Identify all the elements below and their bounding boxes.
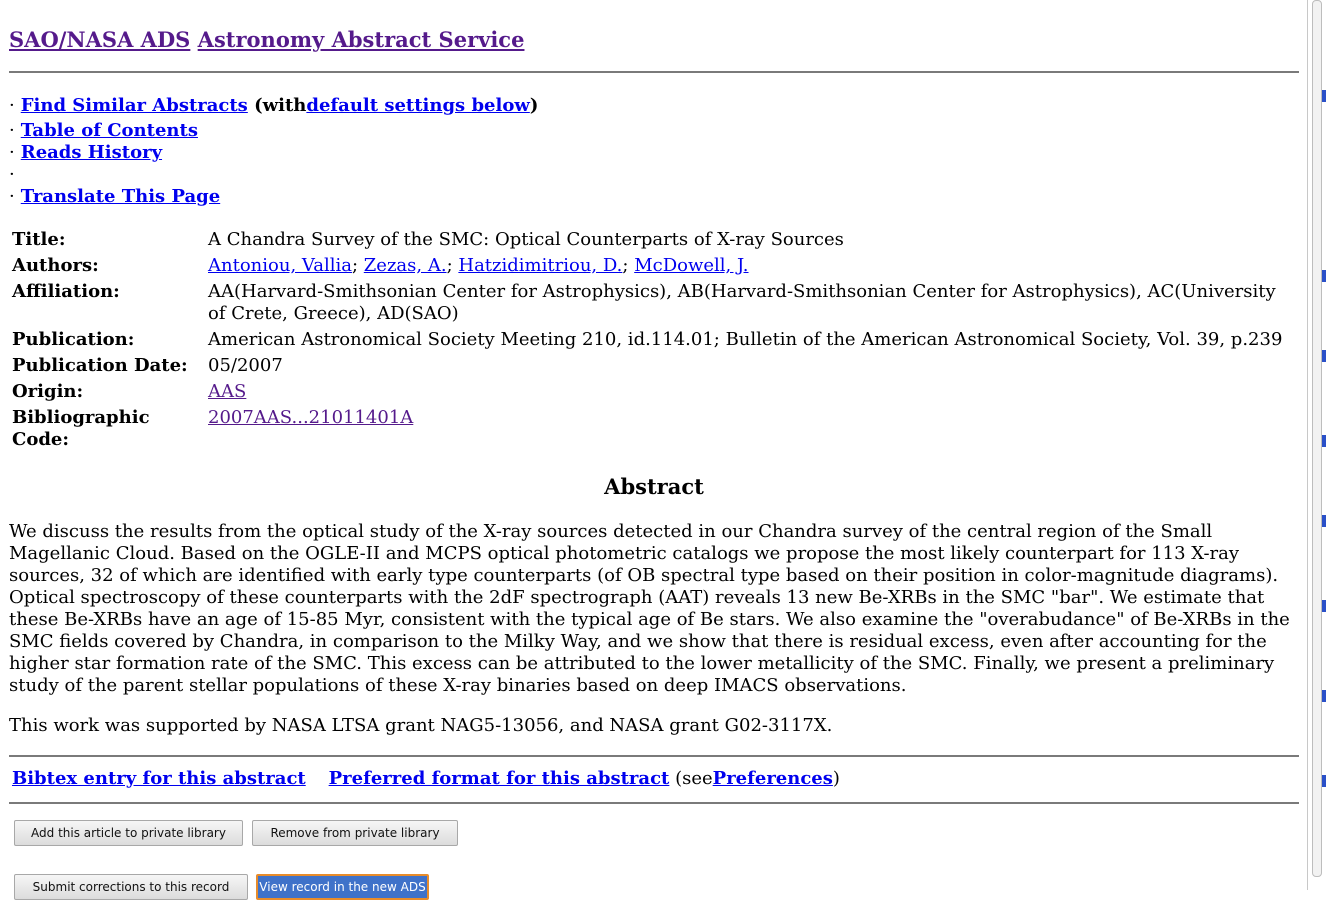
edge-marker xyxy=(1322,690,1326,702)
preferences-link[interactable]: Preferences xyxy=(712,768,833,789)
default-settings-link[interactable]: default settings below xyxy=(306,95,530,116)
title-label: Title: xyxy=(12,229,66,250)
reads-history-link[interactable]: Reads History xyxy=(20,142,163,163)
author-separator: ; xyxy=(351,255,359,276)
pubdate-label: Publication Date: xyxy=(12,355,188,376)
nav-reads-row xyxy=(9,142,162,164)
origin-link[interactable]: AAS xyxy=(208,381,247,402)
exports-divider-bottom xyxy=(9,802,1299,804)
edge-marker xyxy=(1322,515,1326,527)
see-text: (see xyxy=(675,768,713,789)
bibtex-entry-link[interactable]: Bibtex entry for this abstract xyxy=(12,768,306,789)
nav-bullet: · xyxy=(9,95,15,116)
exports-divider-top xyxy=(9,755,1299,757)
scrollbar-thumb[interactable] xyxy=(1312,0,1322,877)
nav-translate-row xyxy=(9,186,220,208)
edge-marker xyxy=(1322,350,1326,362)
pubdate-value: 05/2007 xyxy=(208,355,283,376)
title-row xyxy=(11,228,1299,254)
metadata-table xyxy=(9,228,1301,454)
ads-home-link[interactable]: SAO/NASA ADS xyxy=(9,27,191,52)
bibcode-link[interactable]: 2007AAS...21011401A xyxy=(208,407,414,428)
find-similar-abstracts-link[interactable]: Find Similar Abstracts xyxy=(20,95,248,116)
nav-toc-row xyxy=(9,120,198,142)
article-title: A Chandra Survey of the SMC: Optical Counterparts of X-ray Sources xyxy=(208,229,844,250)
funding-note: This work was supported by NASA LTSA grant NAG5-13056, and NASA grant G02-3117X. xyxy=(9,715,833,736)
nav-empty-row xyxy=(9,164,21,186)
translate-page-link[interactable]: Translate This Page xyxy=(20,186,221,207)
publication-label: Publication: xyxy=(12,329,135,350)
vertical-scrollbar[interactable] xyxy=(1307,0,1328,890)
origin-row xyxy=(11,380,1299,406)
author-separator: ; xyxy=(446,255,453,276)
bibcode-row xyxy=(11,406,1299,454)
nav-bullet: · xyxy=(9,186,15,207)
author-link[interactable]: Zezas, A. xyxy=(363,255,447,276)
author-link[interactable]: Hatzidimitriou, D. xyxy=(458,255,623,276)
nav-bullet: · xyxy=(9,120,15,141)
with-close-text: ) xyxy=(529,95,539,116)
table-of-contents-link[interactable]: Table of Contents xyxy=(20,120,198,141)
see-close-text: ) xyxy=(832,768,840,789)
authors-list xyxy=(207,254,1299,280)
export-links xyxy=(12,768,840,790)
header-banner xyxy=(9,27,524,52)
pubdate-row xyxy=(11,354,1299,380)
authors-label: Authors: xyxy=(12,255,99,276)
edge-marker xyxy=(1322,270,1326,282)
submit-corrections-button[interactable]: Submit corrections to this record xyxy=(14,874,248,900)
with-text: (with xyxy=(254,95,307,116)
publication-row xyxy=(11,328,1299,354)
origin-cell xyxy=(207,380,1299,406)
author-link[interactable]: McDowell, J. xyxy=(634,255,749,276)
author-separator: ; xyxy=(622,255,629,276)
affiliation-value: AA(Harvard-Smithsonian Center for Astrophysics), AB(Harvard-Smithsonian Center for Astrophysics), AC(University of Crete, Greece), AD(SAO) xyxy=(208,281,1276,324)
author-link[interactable]: Antoniou, Vallia xyxy=(208,255,352,276)
abstract-heading: Abstract xyxy=(604,474,704,499)
nav-find-similar-row xyxy=(9,95,538,117)
add-to-library-button[interactable]: Add this article to private library xyxy=(14,820,243,846)
abstract-text: We discuss the results from the optical study of the X-ray sources detected in our Chandra survey of the central region of the Small Magellanic Cloud. Based on the OGLE-II and MCPS optical photometric catalogs we propose the most likely counterpart for 113 X-ray sources, 32 of which are identified with early type counterparts (of OB spectral type based on their position in color-magnitude diagrams). Optical spectroscopy of these counterparts with the 2dF spectrograph (AAT) reveals 13 new Be-XRBs in the SMC "bar". We estimate that these Be-XRBs have an age of 15-85 Myr, consistent with the typical age of Be stars. We also examine the "overabudance" of Be-XRBs in the SMC fields covered by Chandra, in comparison to the Milky Way, and we show that there is residual excess, even after accounting for the higher star formation rate of the SMC. This excess can be attributed to the lower metallicity of the SMC. Finally, we present a preliminary study of the parent stellar populations of these X-ray binaries based on deep IMACS observations. xyxy=(9,521,1290,696)
origin-label: Origin: xyxy=(12,381,84,402)
bibcode-cell xyxy=(207,406,1299,454)
affiliation-label: Affiliation: xyxy=(12,281,120,302)
bibcode-label: Bibliographic Code: xyxy=(12,407,150,450)
nav-bullet: · xyxy=(9,142,15,163)
edge-marker xyxy=(1322,600,1326,612)
affiliation-row xyxy=(11,280,1299,328)
abstract-service-link[interactable]: Astronomy Abstract Service xyxy=(197,27,525,52)
top-divider xyxy=(9,71,1299,73)
authors-row xyxy=(11,254,1299,280)
preferred-format-link[interactable]: Preferred format for this abstract xyxy=(328,768,670,789)
remove-from-library-button[interactable]: Remove from private library xyxy=(252,820,458,846)
publication-value: American Astronomical Society Meeting 210, id.114.01; Bulletin of the American Astronomical Society, Vol. 39, p.239 xyxy=(208,329,1283,350)
nav-bullet: · xyxy=(9,164,15,185)
edge-marker xyxy=(1322,775,1326,787)
edge-marker xyxy=(1322,90,1326,102)
edge-marker xyxy=(1322,435,1326,447)
view-new-ads-button[interactable]: View record in the new ADS xyxy=(256,874,429,900)
